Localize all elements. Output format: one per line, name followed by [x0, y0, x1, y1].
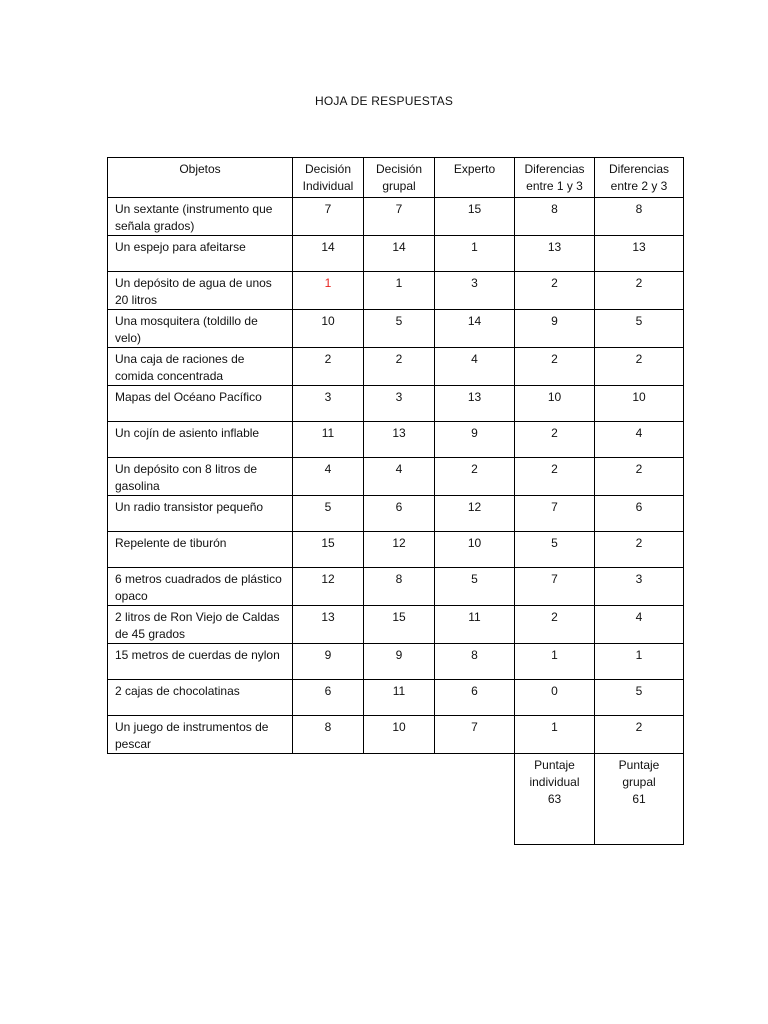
cell-individual: 13 [293, 606, 364, 644]
table-row [108, 606, 684, 644]
cell-grupal: 7 [364, 198, 435, 236]
table-row [108, 680, 684, 716]
cell-dif-1-3: 2 [515, 606, 595, 644]
cell-experto: 5 [435, 568, 515, 606]
cell-objeto: Un cojín de asiento inflable [108, 422, 293, 458]
cell-dif-2-3: 5 [595, 310, 684, 348]
header-objetos: Objetos [108, 158, 293, 198]
cell-dif-2-3: 2 [595, 348, 684, 386]
cell-grupal: 8 [364, 568, 435, 606]
cell-experto: 4 [435, 348, 515, 386]
cell-individual: 4 [293, 458, 364, 496]
cell-objeto: Una caja de raciones de comida concentrada [108, 348, 293, 386]
cell-grupal: 1 [364, 272, 435, 310]
cell-individual: 12 [293, 568, 364, 606]
table-row [108, 386, 684, 422]
cell-objeto: Un radio transistor pequeño [108, 496, 293, 532]
cell-dif-1-3: 7 [515, 496, 595, 532]
cell-individual: 7 [293, 198, 364, 236]
score-grupal-label1: Puntaje [618, 758, 660, 772]
cell-experto: 1 [435, 236, 515, 272]
cell-dif-2-3: 4 [595, 606, 684, 644]
score-individual-label1: Puntaje [534, 758, 575, 772]
cell-dif-1-3: 5 [515, 532, 595, 568]
cell-individual: 3 [293, 386, 364, 422]
cell-experto: 12 [435, 496, 515, 532]
cell-grupal: 9 [364, 644, 435, 680]
cell-individual: 15 [293, 532, 364, 568]
cell-dif-2-3: 2 [595, 532, 684, 568]
cell-experto: 14 [435, 310, 515, 348]
cell-objeto: Un depósito de agua de unos 20 litros [108, 272, 293, 310]
cell-dif-2-3: 2 [595, 716, 684, 754]
cell-dif-2-3: 3 [595, 568, 684, 606]
cell-individual: 11 [293, 422, 364, 458]
cell-dif-1-3: 9 [515, 310, 595, 348]
header-experto: Experto [435, 158, 515, 198]
cell-objeto: Un espejo para afeitarse [108, 236, 293, 272]
table-row [108, 716, 684, 754]
table-row [108, 422, 684, 458]
cell-dif-1-3: 2 [515, 458, 595, 496]
cell-experto: 8 [435, 644, 515, 680]
header-diferencias-2-3: Diferencias entre 2 y 3 [595, 158, 684, 198]
cell-grupal: 14 [364, 236, 435, 272]
cell-dif-1-3: 10 [515, 386, 595, 422]
blank-cell [435, 754, 515, 845]
answers-table [107, 157, 684, 845]
cell-dif-1-3: 2 [515, 422, 595, 458]
cell-individual: 8 [293, 716, 364, 754]
cell-individual: 9 [293, 644, 364, 680]
page-title: HOJA DE RESPUESTAS [314, 94, 454, 108]
cell-objeto: 15 metros de cuerdas de nylon [108, 644, 293, 680]
cell-dif-2-3: 10 [595, 386, 684, 422]
table-row [108, 272, 684, 310]
cell-dif-2-3: 6 [595, 496, 684, 532]
cell-individual: 10 [293, 310, 364, 348]
cell-experto: 13 [435, 386, 515, 422]
cell-objeto: Un juego de instrumentos de pescar [108, 716, 293, 754]
score-individual-value: 63 [547, 792, 562, 806]
cell-experto: 6 [435, 680, 515, 716]
cell-experto: 2 [435, 458, 515, 496]
header-diferencias-1-3: Diferencias entre 1 y 3 [515, 158, 595, 198]
table-row [108, 458, 684, 496]
cell-objeto: 6 metros cuadrados de plástico opaco [108, 568, 293, 606]
score-grupal-label2: grupal [622, 775, 656, 789]
table-row [108, 348, 684, 386]
cell-grupal: 11 [364, 680, 435, 716]
cell-dif-2-3: 13 [595, 236, 684, 272]
cell-dif-1-3: 7 [515, 568, 595, 606]
cell-objeto: Mapas del Océano Pacífico [108, 386, 293, 422]
cell-grupal: 5 [364, 310, 435, 348]
cell-experto: 10 [435, 532, 515, 568]
table-row [108, 568, 684, 606]
cell-grupal: 10 [364, 716, 435, 754]
cell-experto: 15 [435, 198, 515, 236]
cell-dif-2-3: 1 [595, 644, 684, 680]
cell-objeto: Un depósito con 8 litros de gasolina [108, 458, 293, 496]
cell-objeto: 2 cajas de chocolatinas [108, 680, 293, 716]
cell-dif-1-3: 2 [515, 348, 595, 386]
header-decision-grupal: Decisión grupal [364, 158, 435, 198]
cell-grupal: 2 [364, 348, 435, 386]
cell-experto: 9 [435, 422, 515, 458]
table-row [108, 198, 684, 236]
cell-objeto: Una mosquitera (toldillo de velo) [108, 310, 293, 348]
cell-objeto: 2 litros de Ron Viejo de Caldas de 45 grados [108, 606, 293, 644]
cell-dif-2-3: 4 [595, 422, 684, 458]
blank-cell [108, 754, 293, 845]
table-row [108, 236, 684, 272]
table-row [108, 644, 684, 680]
cell-grupal: 15 [364, 606, 435, 644]
table-row [108, 310, 684, 348]
cell-dif-1-3: 13 [515, 236, 595, 272]
header-decision-individual: Decisión Individual [293, 158, 364, 198]
cell-dif-1-3: 2 [515, 272, 595, 310]
cell-grupal: 12 [364, 532, 435, 568]
cell-individual: 14 [293, 236, 364, 272]
table-row [108, 532, 684, 568]
cell-individual: 2 [293, 348, 364, 386]
cell-dif-2-3: 2 [595, 458, 684, 496]
cell-grupal: 6 [364, 496, 435, 532]
cell-grupal: 4 [364, 458, 435, 496]
cell-experto: 3 [435, 272, 515, 310]
cell-grupal: 13 [364, 422, 435, 458]
cell-grupal: 3 [364, 386, 435, 422]
score-grupal-value: 61 [632, 792, 646, 806]
cell-individual: 5 [293, 496, 364, 532]
score-row [108, 754, 684, 845]
score-grupal [595, 754, 684, 845]
cell-experto: 7 [435, 716, 515, 754]
blank-cell [364, 754, 435, 845]
cell-dif-1-3: 1 [515, 716, 595, 754]
cell-dif-1-3: 1 [515, 644, 595, 680]
score-individual [515, 754, 595, 845]
cell-individual: 6 [293, 680, 364, 716]
score-individual-label2: individual [529, 775, 580, 789]
cell-objeto: Repelente de tiburón [108, 532, 293, 568]
cell-dif-2-3: 2 [595, 272, 684, 310]
cell-dif-2-3: 5 [595, 680, 684, 716]
header-row [108, 158, 684, 198]
cell-dif-1-3: 0 [515, 680, 595, 716]
blank-cell [293, 754, 364, 845]
cell-experto: 11 [435, 606, 515, 644]
cell-dif-1-3: 8 [515, 198, 595, 236]
cell-objeto: Un sextante (instrumento que señala grados) [108, 198, 293, 236]
table-row [108, 496, 684, 532]
cell-dif-2-3: 8 [595, 198, 684, 236]
cell-individual-highlighted: 1 [293, 272, 364, 310]
